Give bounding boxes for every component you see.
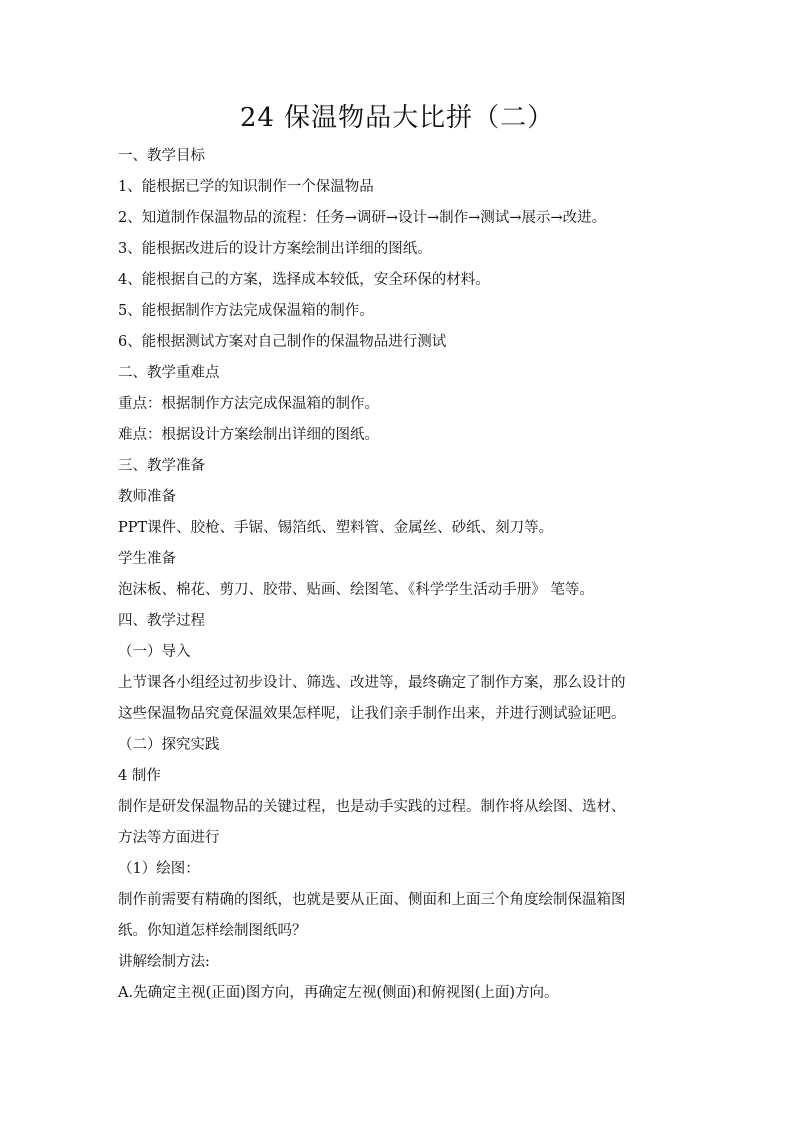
drawing-text-line: 制作前需要有精确的图纸，也就是要从正面、侧面和上面三个角度绘制保温箱图 xyxy=(118,892,626,908)
page-title: 24 保温物品大比拼（二） xyxy=(239,103,555,133)
intro-text-line: 这些保温物品究竟保温效果怎样呢，让我们亲手制作出来，并进行测试验证吧。 xyxy=(118,706,626,722)
objective-item: 2、知道制作保温物品的流程：任务→调研→设计→制作→测试→展示→改进。 xyxy=(118,210,607,226)
objective-item: 1、能根据已学的知识制作一个保温物品 xyxy=(118,179,374,195)
practice-heading: （二）探究实践 xyxy=(118,737,220,753)
objectives-heading: 一、教学目标 xyxy=(118,148,205,164)
method-step-a: A.先确定主视(正面)图方向，再确定左视(侧面)和俯视图(上面)方向。 xyxy=(118,985,559,1001)
objective-item: 5、能根据制作方法完成保温箱的制作。 xyxy=(118,303,374,319)
student-prep-label: 学生准备 xyxy=(118,551,176,567)
objective-item: 3、能根据改进后的设计方案绘制出详细的图纸。 xyxy=(118,241,432,257)
objective-item: 4、能根据自己的方案，选择成本较低，安全环保的材料。 xyxy=(118,272,490,288)
student-prep-text: 泡沫板、棉花、剪刀、胶带、贴画、绘图笔、《科学学生活动手册》 笔等。 xyxy=(118,582,594,598)
intro-heading: （一）导入 xyxy=(118,644,191,660)
make-heading: 4 制作 xyxy=(118,768,161,784)
objective-item: 6、能根据测试方案对自己制作的保温物品进行测试 xyxy=(118,334,447,350)
drawing-heading: （1）绘图： xyxy=(118,861,200,877)
intro-text-line: 上节课各小组经过初步设计、筛选、改进等，最终确定了制作方案，那么设计的 xyxy=(118,675,626,691)
method-label: 讲解绘制方法: xyxy=(118,954,210,970)
process-heading: 四、教学过程 xyxy=(118,613,205,629)
make-text-line: 方法等方面进行 xyxy=(118,830,220,846)
key-points-heading: 二、教学重难点 xyxy=(118,365,220,381)
drawing-text-line: 纸。你知道怎样绘制图纸吗？ xyxy=(118,923,307,939)
teacher-prep-text: PPT课件、胶枪、手锯、锡箔纸、塑料管、金属丝、砂纸、刻刀等。 xyxy=(118,520,554,536)
key-point: 重点：根据制作方法完成保温箱的制作。 xyxy=(118,396,379,412)
difficult-point: 难点：根据设计方案绘制出详细的图纸。 xyxy=(118,427,379,443)
preparation-heading: 三、教学准备 xyxy=(118,458,205,474)
document-body xyxy=(118,141,688,1009)
make-text-line: 制作是研发保温物品的关键过程，也是动手实践的过程。制作将从绘图、选材、 xyxy=(118,799,626,815)
teacher-prep-label: 教师准备 xyxy=(118,489,176,505)
